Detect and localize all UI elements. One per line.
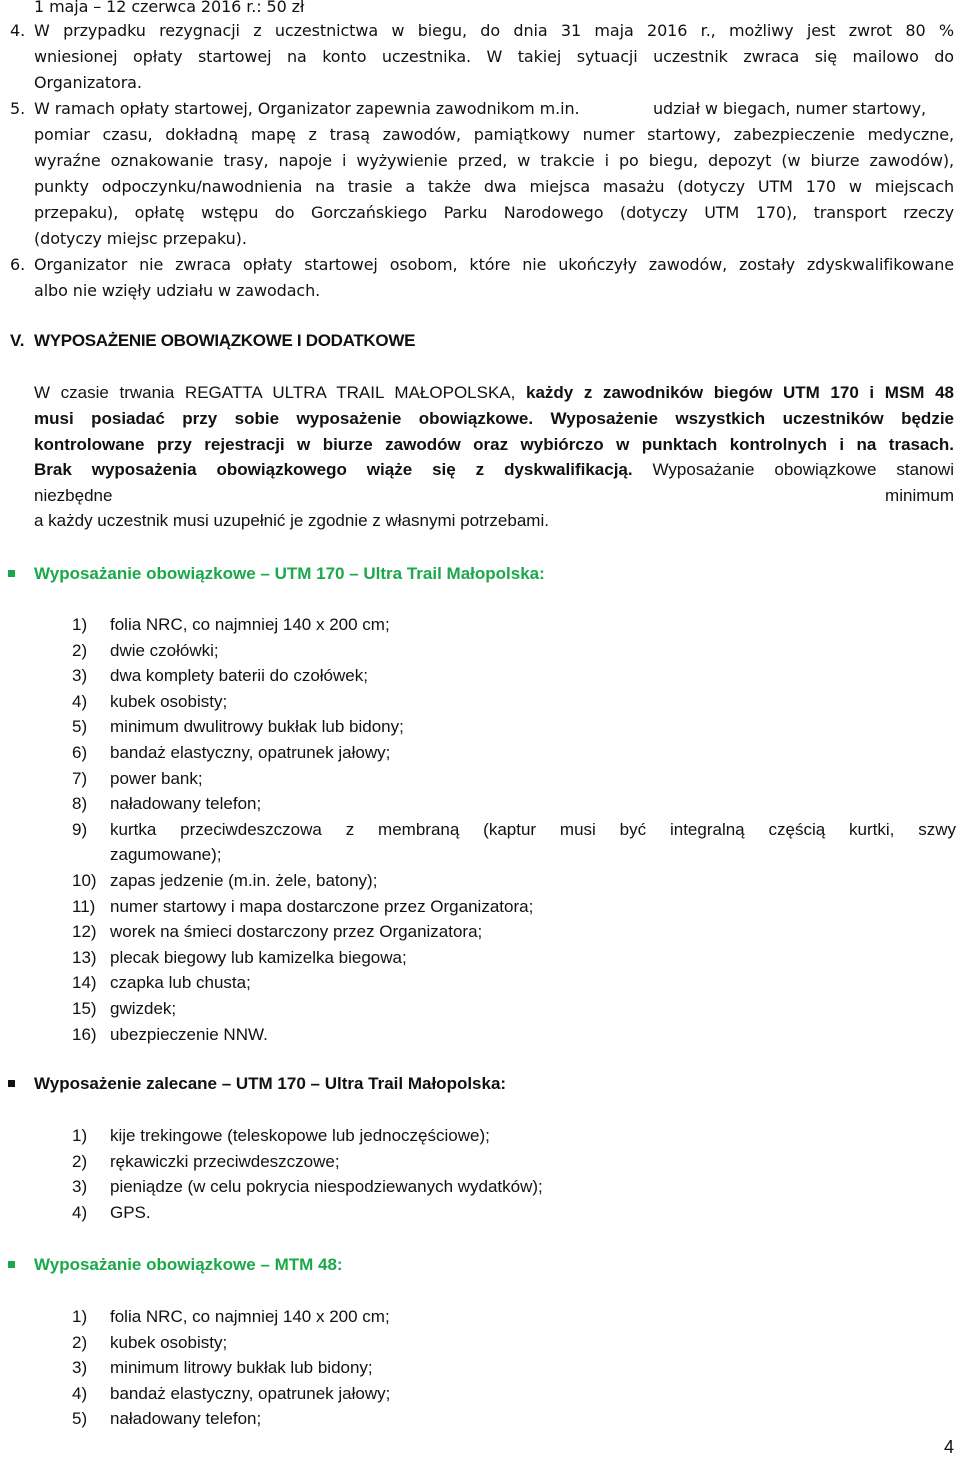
list-item-number: 4) (72, 691, 88, 711)
list-item-text: minimum litrowy bukłak lub bidony; (110, 1358, 373, 1378)
list-item (72, 1357, 956, 1379)
list-item (72, 1306, 956, 1328)
list-item-number: 2) (72, 1151, 88, 1171)
list-item-text: worek na śmieci dostarczony przez Organizatora; (110, 922, 483, 942)
list-item (72, 896, 956, 918)
list-item-text: numer startowy i mapa dostarczone przez Organizatora; (110, 896, 534, 916)
square-bullet-icon (8, 570, 15, 577)
list-item (72, 768, 956, 790)
list-item-number: 5) (72, 717, 88, 737)
paragraph-line: udział w biegach, numer startowy, (653, 99, 927, 118)
list-item-number: 12) (72, 922, 97, 942)
list-item-number: 1) (72, 615, 88, 634)
intro-line: W czasie trwania REGATTA ULTRA TRAIL MAŁOPOLSKA, każdy z zawodników biegów UTM 170 i MSM 48 (34, 383, 954, 402)
square-bullet-icon (8, 1261, 15, 1268)
list-item-number: 5) (72, 1409, 88, 1429)
page-number: 4 (943, 1437, 954, 1457)
list-item-number: 3) (72, 1358, 88, 1378)
list-item (72, 1332, 956, 1354)
list-item-text: bandaż elastyczny, opatrunek jałowy; (110, 1383, 391, 1403)
list-item (72, 1151, 956, 1173)
paragraph-line: W ramach opłaty startowej, Organizator zapewnia zawodnikom m.in. (34, 99, 580, 118)
list-item-text: czapka lub chusta; (110, 973, 251, 993)
list-item-number: 1) (72, 1126, 88, 1145)
list-item (72, 870, 956, 892)
list-item-number: 1) (72, 1307, 88, 1326)
paragraph-line: punkty odpoczynku/nawodnienia na trasie a także dwa miejsca masażu (dotyczy UTM 170 w miejscach (34, 177, 954, 196)
list-item-text: folia NRC, co najmniej 140 x 200 cm; (110, 615, 390, 634)
list-item-text: zapas jedzenie (m.in. żele, batony); (110, 871, 378, 890)
list-item (72, 819, 956, 841)
list-item (72, 921, 956, 943)
paragraph-line: W przypadku rezygnacji z uczestnictwa w biegu, do dnia 31 maja 2016 r., możliwy jest zwrot 80 % (34, 21, 954, 40)
paragraph-line: przepaku), opłatę wstępu do Gorczańskiego Parku Narodowego (dotyczy UTM 170), transport rzeczy (34, 203, 954, 222)
item-number: 6. (10, 255, 26, 274)
list-item-number: 15) (72, 999, 97, 1018)
intro-line: niezbędne (34, 486, 113, 505)
list-item-text: pieniądze (w celu pokrycia niespodziewanych wydatków); (110, 1177, 543, 1197)
list-item-text: plecak biegowy lub kamizelka biegowa; (110, 947, 407, 967)
list-item (72, 1125, 956, 1147)
paragraph-line: (dotyczy miejsc przepaku). (34, 229, 247, 248)
paragraph-line: albo nie wzięły udziału w zawodach. (34, 281, 321, 300)
list-item-number: 4) (72, 1383, 88, 1403)
paragraph-line: Organizator nie zwraca opłaty startowej osobom, które nie ukończyły zawodów, zostały zdyskwalifikowane (34, 255, 954, 274)
intro-line: kontrolowane przy rejestracji w biurze zawodów oraz wybiórczo w punktach kontrolnych i na trasach. (34, 435, 954, 454)
list-item-number: 13) (72, 947, 97, 967)
list-item (72, 614, 956, 636)
list-item-number: 8) (72, 794, 88, 814)
list-item-number: 9) (72, 819, 88, 839)
list-item-number: 16) (72, 1024, 97, 1044)
square-bullet-icon (8, 1080, 15, 1087)
list-item (72, 793, 956, 815)
list-item (72, 1176, 956, 1198)
list-item-text: gwizdek; (110, 999, 177, 1018)
list-item-number: 2) (72, 1332, 88, 1352)
intro-line: musi posiadać przy sobie wyposażenie obowiązkowe. Wyposażenie wszystkich uczestników będzie (34, 409, 954, 428)
item-number: 5. (10, 99, 26, 118)
paragraph-line: Organizatora. (34, 73, 142, 92)
list-item (72, 742, 956, 764)
list-item (72, 1383, 956, 1405)
list-item (72, 998, 956, 1020)
list-item-text: kije trekingowe (teleskopowe lub jednoczęściowe); (110, 1126, 490, 1145)
list-item-text: dwie czołówki; (110, 640, 219, 660)
paragraph-line: wyraźne oznakowanie trasy, napoje i wyżywienie przed, w trakcie i po biegu, depozyt (w biurze zawodów), (34, 151, 954, 170)
intro-line: minimum (885, 486, 954, 505)
list-item-text: ubezpieczenie NNW. (110, 1024, 268, 1044)
intro-line: Brak wyposażenia obowiązkowego wiąże się z dyskwalifikacją. Wyposażanie obowiązkowe stanowi (34, 460, 954, 479)
list-item-text: power bank; (110, 768, 203, 788)
list-item-number: 6) (72, 743, 88, 762)
section-number: V. (10, 331, 25, 350)
list-item (72, 1408, 956, 1430)
list-item-number: 3) (72, 666, 88, 686)
list-item-number: 7) (72, 768, 88, 788)
list-item-text: rękawiczki przeciwdeszczowe; (110, 1151, 340, 1171)
list-item-text: kubek osobisty; (110, 691, 228, 711)
list-item-number: 2) (72, 640, 88, 660)
list-item-text: dwa komplety baterii do czołówek; (110, 666, 368, 686)
list-item-text: bandaż elastyczny, opatrunek jałowy; (110, 743, 391, 762)
list-item-text: kurtka przeciwdeszczowa z membraną (kaptur musi być integralną częścią kurtki, szwy (110, 819, 956, 839)
list-item-text: folia NRC, co najmniej 140 x 200 cm; (110, 1307, 390, 1326)
paragraph-line: wniesionej opłaty startowej na konto uczestnika. W takiej sytuacji uczestnik zwraca się mailowo do (34, 47, 954, 66)
fee-period-line: 1 maja – 12 czerwca 2016 r.: 50 zł (34, 0, 305, 16)
list-item (72, 947, 956, 969)
list-item-number: 14) (72, 973, 97, 993)
list-item-text: minimum dwulitrowy bukłak lub bidony; (110, 717, 404, 737)
list-item (72, 972, 956, 994)
list-item-text: GPS. (110, 1202, 151, 1222)
list-item-text: kubek osobisty; (110, 1332, 228, 1352)
list-item (72, 716, 956, 738)
list-heading-recommended: Wyposażenie zalecane – UTM 170 – Ultra Trail Małopolska: (34, 1074, 507, 1093)
list-item (72, 665, 956, 687)
list-item-number: 11) (72, 896, 96, 916)
intro-line: a każdy uczestnik musi uzupełnić je zgodnie z własnymi potrzebami. (34, 511, 549, 530)
list-heading-mtm: Wyposażanie obowiązkowe – MTM 48: (34, 1255, 343, 1274)
paragraph-line: pomiar czasu, dokładną mapę z trasą zawodów, pamiątkowy numer startowy, zabezpieczenie medyczne, (34, 125, 954, 144)
list-item-continuation: zagumowane); (110, 845, 222, 865)
list-item (72, 1202, 956, 1224)
list-item (72, 640, 956, 662)
list-item-number: 3) (72, 1177, 88, 1197)
item-number: 4. (10, 21, 26, 40)
list-item-text: naładowany telefon; (110, 794, 262, 814)
list-heading-utm: Wyposażanie obowiązkowe – UTM 170 – Ultra Trail Małopolska: (34, 564, 545, 583)
section-title: WYPOSAŻENIE OBOWIĄZKOWE I DODATKOWE (34, 331, 416, 350)
list-item-number: 4) (72, 1202, 88, 1222)
list-item (72, 1024, 956, 1046)
list-item (72, 691, 956, 713)
list-item-number: 10) (72, 871, 97, 890)
list-item-text: naładowany telefon; (110, 1409, 262, 1429)
